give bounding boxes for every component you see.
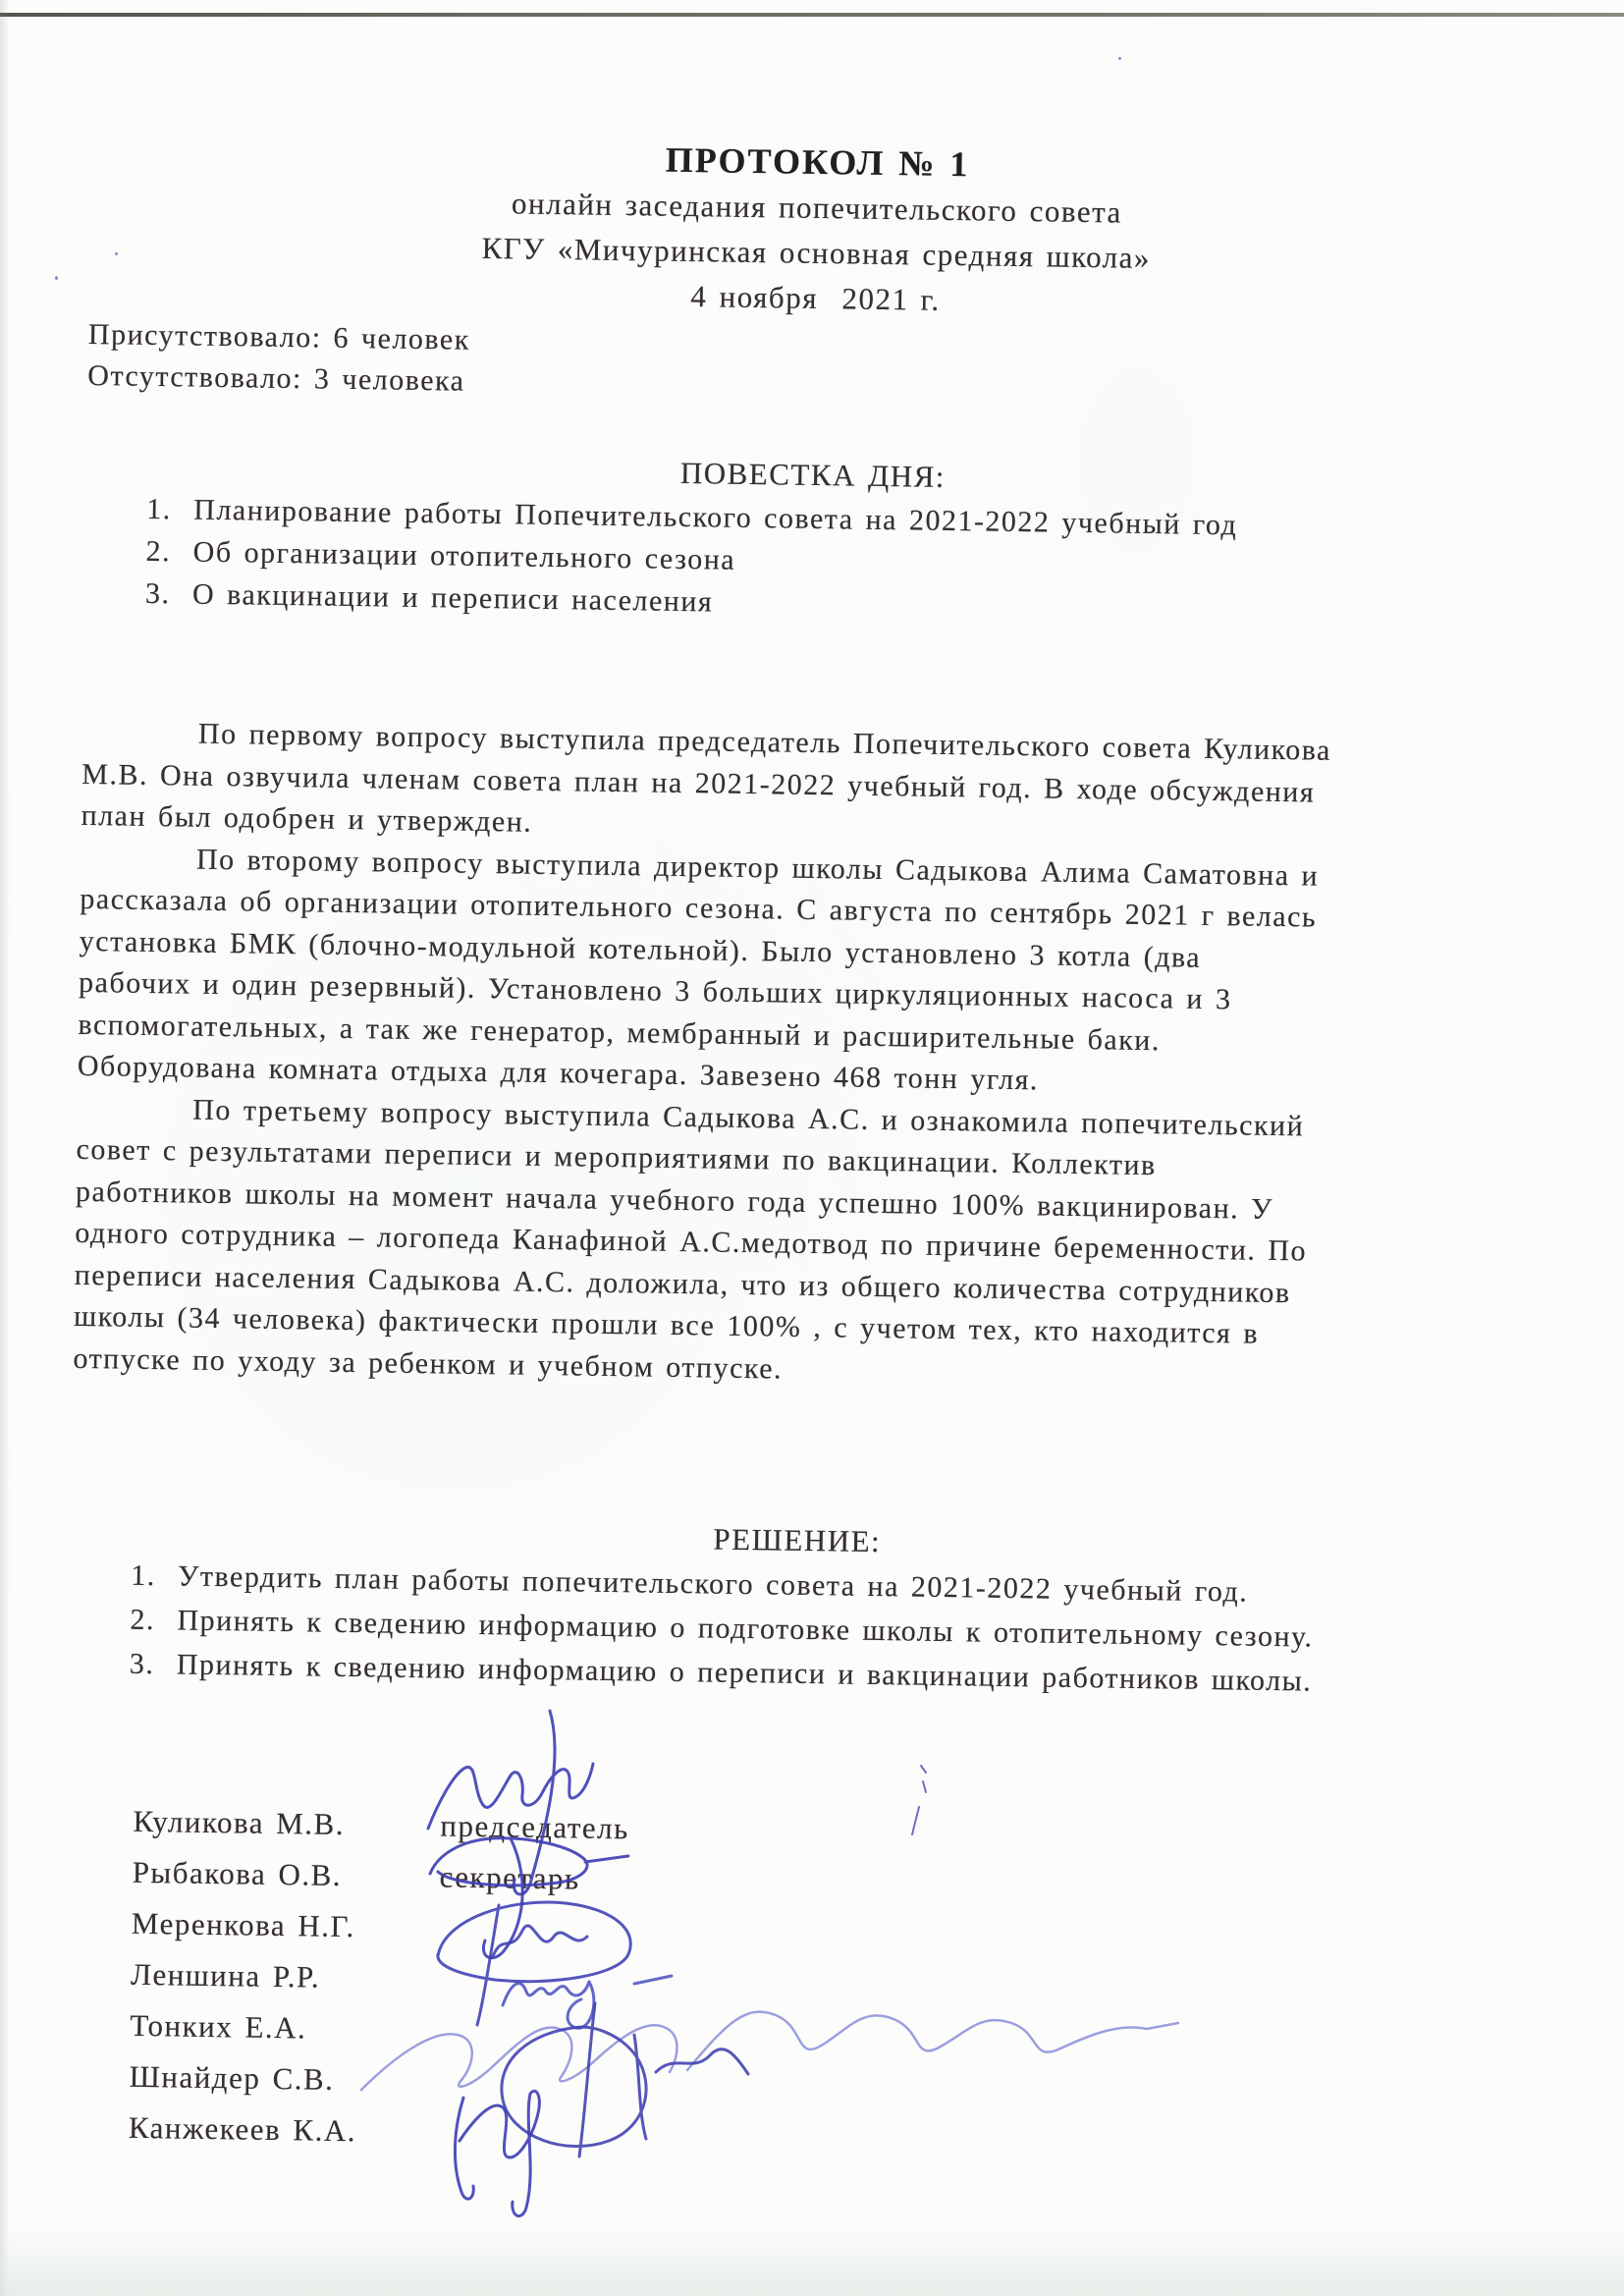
agenda-heading: ПОВЕСТКА ДНЯ: xyxy=(679,455,947,494)
present-count-line: Присутствовало: 6 человек xyxy=(87,317,471,356)
signature-block xyxy=(61,1795,1519,2174)
agenda-list xyxy=(84,487,1540,635)
signer-role xyxy=(369,2054,437,2106)
absent-count-line: Отсутствовало: 3 человека xyxy=(87,358,465,398)
decision-item: Принять к сведению информацию о переписи и вакцинации работников школы. xyxy=(176,1648,1313,1698)
body-text xyxy=(73,712,1536,1401)
document-date: 4 ноября 2021 г. xyxy=(690,279,941,317)
agenda-item: Планирование работы Попечительского совета на 2021-2022 учебный год xyxy=(193,493,1238,542)
signer-name: Меренкова Н.Г. xyxy=(131,1905,356,1944)
decision-heading: РЕШЕНИЕ: xyxy=(713,1521,882,1559)
scanner-bottom-band xyxy=(0,2225,1624,2296)
signer-role xyxy=(368,2105,436,2158)
signer-name: Тонких Е.А. xyxy=(130,2007,307,2046)
attendance-block xyxy=(87,314,1542,418)
ink-speck xyxy=(115,252,118,255)
decision-list xyxy=(69,1553,1524,1707)
signer-role: секретарь xyxy=(439,1859,580,1896)
agenda-item: О вакцинации и переписи населения xyxy=(191,577,714,619)
signer-name: Шнайдер С.В. xyxy=(129,2058,335,2097)
signer-role xyxy=(372,1901,440,1953)
decision-item: Утвердить план работы попечительского совета на 2021-2022 учебный год. xyxy=(177,1559,1249,1609)
document-subtitle-line1: онлайн заседания попечительского совета xyxy=(511,186,1123,230)
signer-role xyxy=(370,2003,438,2055)
paragraph-question-1: По первому вопросу выступила председатель Попечительского совета Куликова М.В. Она озвучила членам совета план на 2021-2022 учебный год. В ходе обсуждения план был одобрен и утвержден. xyxy=(81,717,1332,839)
ink-speck xyxy=(1118,57,1121,60)
paragraph-question-2: По второму вопросу выступила директор школы Садыкова Алима Саматовна и рассказала об организации отопительного сезона. С августа по сентябрь 2021 г велась установка БМК (блочно-модульной котельной). Было установлено 3 котла (два рабочих и один резервный). Установлено 3 больших циркуляционных насоса и 3 вспомогательных, а так же генератор, мембранный и расширительные баки. Оборудована комната отдыха для кочегара. Завезено 468 тонн угля. xyxy=(77,843,1320,1097)
ink-speck xyxy=(55,276,58,280)
scan-left-shadow xyxy=(0,0,10,2296)
signer-name: Рыбакова О.В. xyxy=(132,1854,343,1892)
paragraph-question-3: По третьему вопросу выступила Садыкова А.С. и ознакомила попечительский совет с результатами переписи и мероприятиями по вакцинации. Коллектив работников школы на момент начала учебного года успешно 100% вакцинирован. У одного сотрудника – логопеда Канафиной А.С.медотвод по причине беременности. По переписи населения Садыкова А.С. доложила, что из общего количества сотрудников школы (34 человека) фактически прошли все 100% , с учетом тех, кто находится в отпуске по уходу за ребенком и учебном отпуске. xyxy=(73,1093,1308,1386)
decision-item: Принять к сведению информацию о подготовке школы к отопительному сезону. xyxy=(177,1604,1314,1654)
document-content xyxy=(61,0,1545,2174)
signer-name: Канжекеев К.А. xyxy=(128,2109,357,2149)
agenda-item: Об организации отопительного сезона xyxy=(192,535,736,576)
document-subtitle-line2: КГУ «Мичуринская основная средняя школа» xyxy=(481,230,1152,276)
signer-role: председатель xyxy=(440,1808,630,1846)
page-title: ПРОТОКОЛ № 1 xyxy=(665,139,970,185)
signer-name: Леншина Р.Р. xyxy=(130,1956,321,1995)
signer-role xyxy=(371,1952,439,2004)
signer-name: Куликова М.В. xyxy=(133,1803,346,1841)
